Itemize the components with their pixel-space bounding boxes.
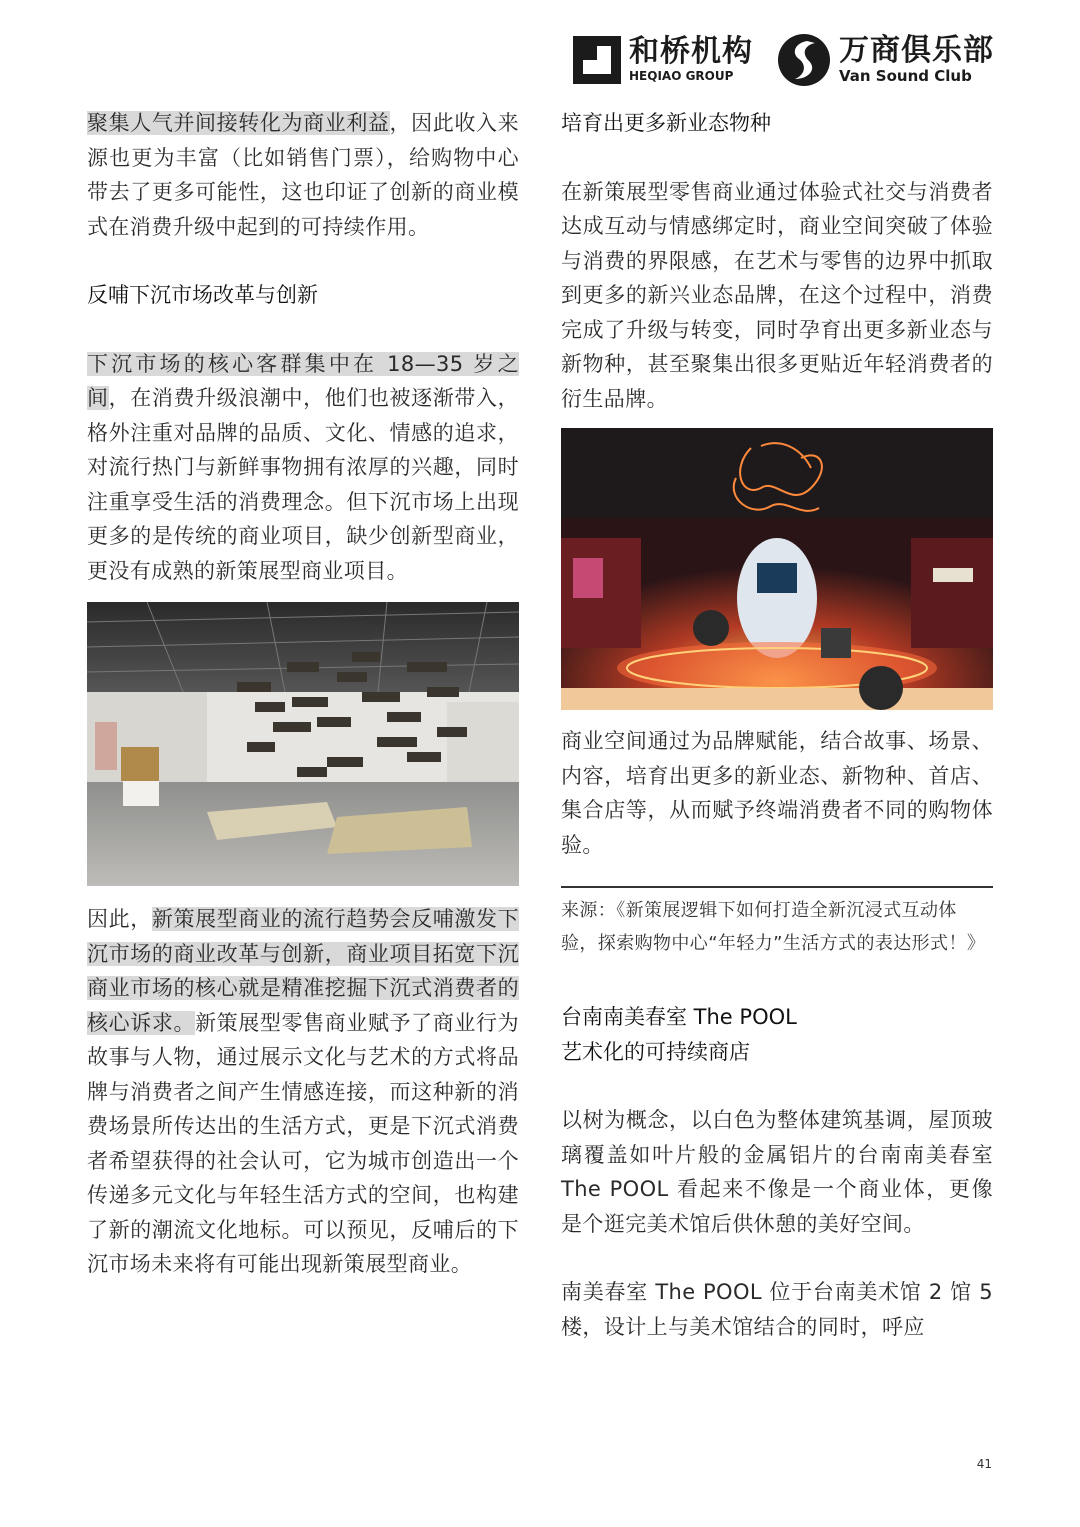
neon-exhibit-illustration (561, 428, 993, 710)
right-heading-2-line1: 台南南美春室 The POOL (561, 1005, 797, 1029)
source-note: 来源：《新策展逻辑下如何打造全新沉浸式互动体验，探索购物中心“年轻力”生活方式的表达形式！》 (561, 900, 986, 954)
source-divider (561, 886, 993, 888)
highlight: 下沉市场的核心客群集中在 18—35 岁之间 (87, 351, 519, 410)
text: 新策展型零售商业赋予了商业行为故事与人物，通过展示文化与艺术的方式将品牌与消费者之间产生情感连接，而这种新的消费场景所传达出的生活方式，更是下沉式消费者希望获得的社会认可，它为城市创造出一个传递多元文化与年轻生活方式的空间，也构建了新的潮流文化地标。可以预见，反哺后的下沉市场未来将有可能出现新策展型商业。 (87, 1010, 520, 1276)
left-column (87, 106, 519, 1282)
right-paragraph-1: 在新策展型零售商业通过体验式社交与消费者达成互动与情感绑定时，商业空间突破了体验与消费的界限感，在艺术与零售的边界中抓取到更多的新兴业态品牌，在这个过程中，消费完成了升级与转变，同时孕育出更多新业态与新物种，甚至聚集出很多更贴近年轻消费者的衍生品牌。 (561, 179, 993, 411)
vansound-swirl-icon (777, 33, 831, 87)
left-paragraph-2 (87, 347, 519, 589)
right-paragraph-3: 以树为概念，以白色为整体建筑基调，屋顶玻璃覆盖如叶片般的金属铝片的台南南美春室 The POOL 看起来不像是一个商业体，更像是个逛完美术馆后供休憩的美好空间。 (561, 1108, 993, 1236)
logo2-cn: 万商俱乐部 (839, 33, 994, 68)
right-heading-1: 培育出更多新业态物种 (561, 111, 771, 135)
gallery-illustration (87, 602, 519, 886)
highlight: 新策展型商业的流行趋势会反哺激发下沉市场的商业改革与创新，商业项目拓宽下沉商业市场的核心就是精准挖掘下沉式消费者的核心诉求。 (87, 907, 519, 1035)
page-number: 41 (976, 1457, 992, 1471)
logo2-en: Van Sound Club (839, 67, 972, 85)
heqiao-logo (573, 36, 753, 84)
vansound-logo (777, 33, 994, 87)
left-heading-1: 反哺下沉市场改革与创新 (87, 283, 318, 307)
text: ，因此收入来源也更为丰富（比如销售门票），给购物中心带去了更多可能性，这也印证了创新的商业模式在消费升级中起到的可持续作用。 (87, 111, 519, 239)
right-heading-2 (561, 1000, 993, 1069)
left-paragraph-1 (87, 106, 519, 244)
text: 因此， (87, 907, 152, 931)
header (573, 30, 994, 90)
right-paragraph-4: 南美春室 The POOL 位于台南美术馆 2 馆 5 楼，设计上与美术馆结合的同时，呼应 (561, 1280, 993, 1339)
text: ，在消费升级浪潮中，他们也被逐渐带入，格外注重对品牌的品质、文化、情感的追求，对流行热门与新鲜事物拥有浓厚的兴趣，同时注重享受生活的消费理念。但下沉市场上出现更多的是传统的商业项目，缺少创新型商业，更没有成熟的新策展型商业项目。 (87, 386, 519, 583)
neon-exhibit-photo (561, 428, 993, 710)
right-heading-2-line2: 艺术化的可持续商店 (561, 1039, 750, 1064)
highlight: 聚集人气并间接转化为商业利益 (87, 111, 390, 135)
logo1-cn: 和桥机构 (629, 34, 753, 69)
heqiao-square-icon (573, 36, 621, 84)
logo1-en: HEQIAO GROUP (629, 69, 734, 83)
gallery-photo (87, 602, 519, 886)
left-paragraph-3 (87, 902, 519, 1282)
right-paragraph-2: 商业空间通过为品牌赋能，结合故事、场景、内容，培育出更多的新业态、新物种、首店、集合店等，从而赋予终端消费者不同的购物体验。 (561, 729, 993, 857)
right-column (561, 106, 993, 1344)
